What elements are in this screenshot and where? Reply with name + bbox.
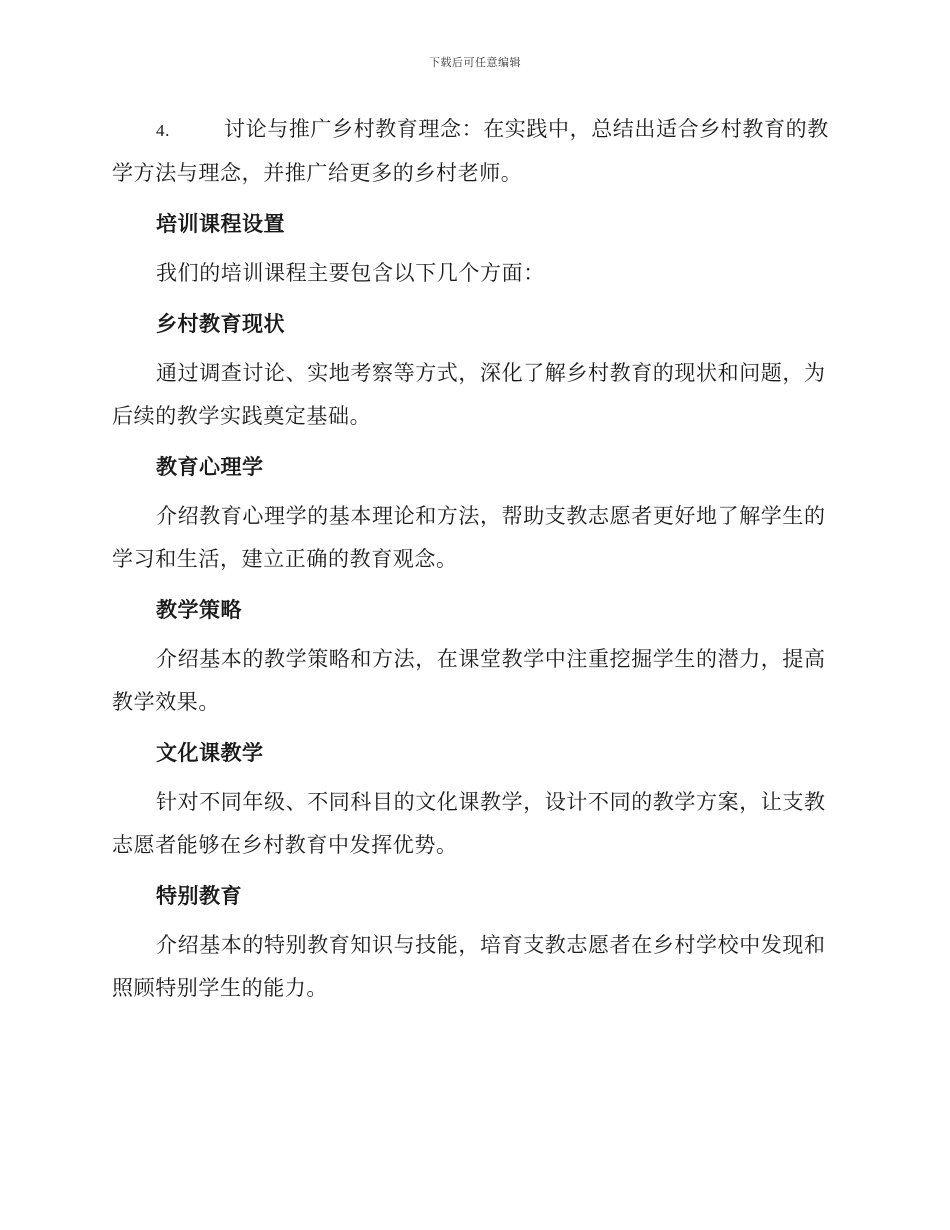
subsection-body: 针对不同年级、不同科目的文化课教学，设计不同的教学方案，让支教志愿者能够在乡村教育中发挥优势。 bbox=[112, 790, 826, 857]
subsection-body: 通过调查讨论、实地考察等方式，深化了解乡村教育的现状和问题，为后续的教学实践奠定基础。 bbox=[112, 361, 826, 428]
document-body bbox=[112, 108, 834, 1019]
subsection-heading: 乡村教育现状 bbox=[156, 312, 285, 336]
section-heading-training: 培训课程设置 bbox=[156, 212, 285, 236]
subsection-heading: 教学策略 bbox=[156, 598, 242, 622]
header-note: 下载后可任意编辑 bbox=[429, 56, 521, 69]
subsection-body: 介绍基本的教学策略和方法，在课堂教学中注重挖掘学生的潜力，提高教学效果。 bbox=[112, 647, 826, 714]
subsection-heading: 教育心理学 bbox=[156, 455, 264, 479]
list-item-text: 讨论与推广乡村教育理念：在实践中，总结出适合乡村教育的教学方法与理念，并推广给更多的乡村老师。 bbox=[112, 117, 829, 185]
subsection-heading: 特别教育 bbox=[156, 884, 242, 908]
section-intro: 我们的培训课程主要包含以下几个方面： bbox=[156, 261, 545, 285]
list-marker: 4. bbox=[156, 121, 170, 140]
subsection-heading: 文化课教学 bbox=[156, 741, 264, 765]
subsection-body: 介绍基本的特别教育知识与技能，培育支教志愿者在乡村学校中发现和照顾特别学生的能力。 bbox=[112, 933, 826, 1000]
subsection-body: 介绍教育心理学的基本理论和方法，帮助支教志愿者更好地了解学生的学习和生活，建立正确的教育观念。 bbox=[112, 504, 826, 571]
list-item-4 bbox=[112, 108, 834, 195]
